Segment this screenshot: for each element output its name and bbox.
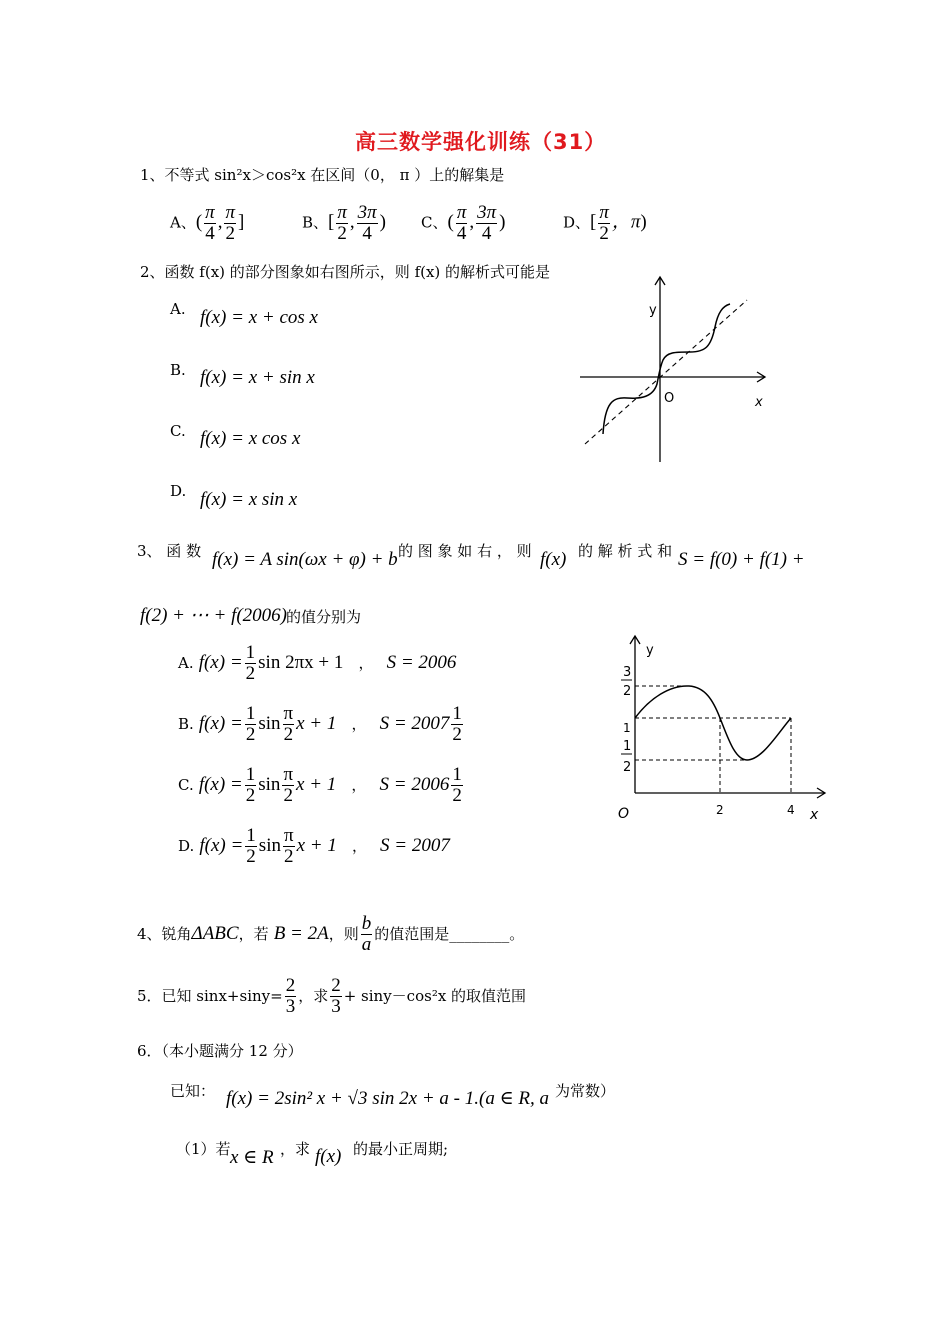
q2-option-a-label: A. <box>170 300 186 318</box>
q3-tick-3-den: 2 <box>623 684 632 699</box>
q3-x-label: x <box>810 807 819 823</box>
q6-sub1-fx: f(x) <box>315 1146 342 1167</box>
q2-option-c-label: C. <box>170 422 186 440</box>
q6-sub1-tail: 的最小正周期; <box>353 1140 449 1158</box>
q6-head: 6．（本小题满分 12 分） <box>137 1042 303 1060</box>
q2-dashed-line <box>585 300 747 444</box>
q3-option-c: C. f(x) = $\frac{1}{2}$ sin $\frac{\pi}{2}$ x + 1 ， S = 2006 $\frac{1}{2}$ <box>178 764 462 806</box>
q3-option-d: D. f(x) = $\frac{1}{2}$ sin $\frac{\pi}{2}$ x + 1 ， S = 2007 <box>178 825 450 867</box>
q2-graph <box>575 272 775 467</box>
q1-option-b: B、[ $\frac{\pi}{2}$ , $\frac{3\pi}{4}$ ) <box>302 202 386 244</box>
q6-expr-tail: 为常数） <box>555 1082 616 1100</box>
q6-known: 已知： <box>170 1082 216 1100</box>
q3-tick-half-den: 2 <box>623 760 632 775</box>
q3-x-tick-2: 2 <box>716 803 724 817</box>
q3-y-label: y <box>646 643 654 658</box>
q3-tick-3: 3 <box>623 665 632 680</box>
q6-expr: f(x) = 2sin² x + √3 sin 2x + a - 1.(a ∈ R, a <box>226 1088 549 1109</box>
q2-text: 2、函数 f(x) 的部分图象如右图所示，则 f(x) 的解析式可能是 <box>140 263 551 281</box>
q6-sub1-mid: ，求 <box>280 1140 311 1158</box>
q6-sub1-cond: x ∈ R <box>230 1147 274 1168</box>
q3-func: f(x) = A sin(ωx + φ) + b <box>212 549 398 570</box>
q3-origin-label: O <box>618 806 630 822</box>
q3-line2-text: 的值分别为 <box>286 608 362 626</box>
q3-prefix: 3、 函 数 <box>137 542 202 560</box>
q2-y-label: y <box>649 303 657 318</box>
q3-s-expr: S = f(0) + f(1) + <box>678 549 805 570</box>
q3-option-a: A. f(x) = $\frac{1}{2}$ sin 2πx + 1 ， S = 2006 <box>178 642 457 684</box>
q2-option-a-expr: f(x) = x + cos x <box>200 307 318 328</box>
q3-tick-1: 1 <box>623 721 631 735</box>
q6-sub1-pre: （1）若 <box>176 1140 231 1158</box>
q2-x-label: x <box>755 395 763 410</box>
q2-option-c-expr: f(x) = x cos x <box>200 428 301 449</box>
q2-origin-label: O <box>664 391 675 406</box>
page-title: 高三数学强化训练（31） <box>355 130 607 154</box>
q2-option-b-label: B. <box>170 361 186 379</box>
q1-option-a: A、( $\frac{\pi}{4}$ , $\frac{\pi}{2}$ ] <box>170 202 245 244</box>
q3-tick-half: 1 <box>623 739 632 754</box>
q1-text: 1、不等式 sin²x＞cos²x 在区间（0， π ）上的解集是 <box>140 166 505 184</box>
q3-fx: f(x) <box>540 549 567 570</box>
q2-option-d-label: D. <box>170 482 187 500</box>
q5: 5．已知 sinx+siny= $\frac{2}{3}$ ，求 $\frac{2}{3}$ + siny－cos²x 的取值范围 <box>137 975 527 1017</box>
q3-mid2: 的 解 析 式 和 <box>578 542 673 560</box>
q3-graph <box>610 628 835 828</box>
q3-curve <box>635 686 791 760</box>
q2-option-d-expr: f(x) = x sin x <box>200 489 298 510</box>
q2-option-b-expr: f(x) = x + sin x <box>200 367 315 388</box>
q1-option-c: C、( $\frac{\pi}{4}$ , $\frac{3\pi}{4}$ ) <box>421 202 506 244</box>
q3-x-tick-4: 4 <box>787 803 795 817</box>
q4: 4、锐角ΔABC，若 B = 2A，则 $\frac{b}{a}$ 的值范围是________。 <box>137 913 525 955</box>
q1-option-d: D、[ $\frac{\pi}{2}$ ，π) <box>563 202 647 244</box>
q3-mid: 的 图 象 如 右 ， 则 <box>398 542 532 560</box>
q2-curve <box>603 304 730 434</box>
q3-line2-expr: f(2) + ⋯ + f(2006) <box>140 605 288 626</box>
q3-option-b: B. f(x) = $\frac{1}{2}$ sin $\frac{\pi}{2}$ x + 1 ， S = 2007 $\frac{1}{2}$ <box>178 703 462 745</box>
